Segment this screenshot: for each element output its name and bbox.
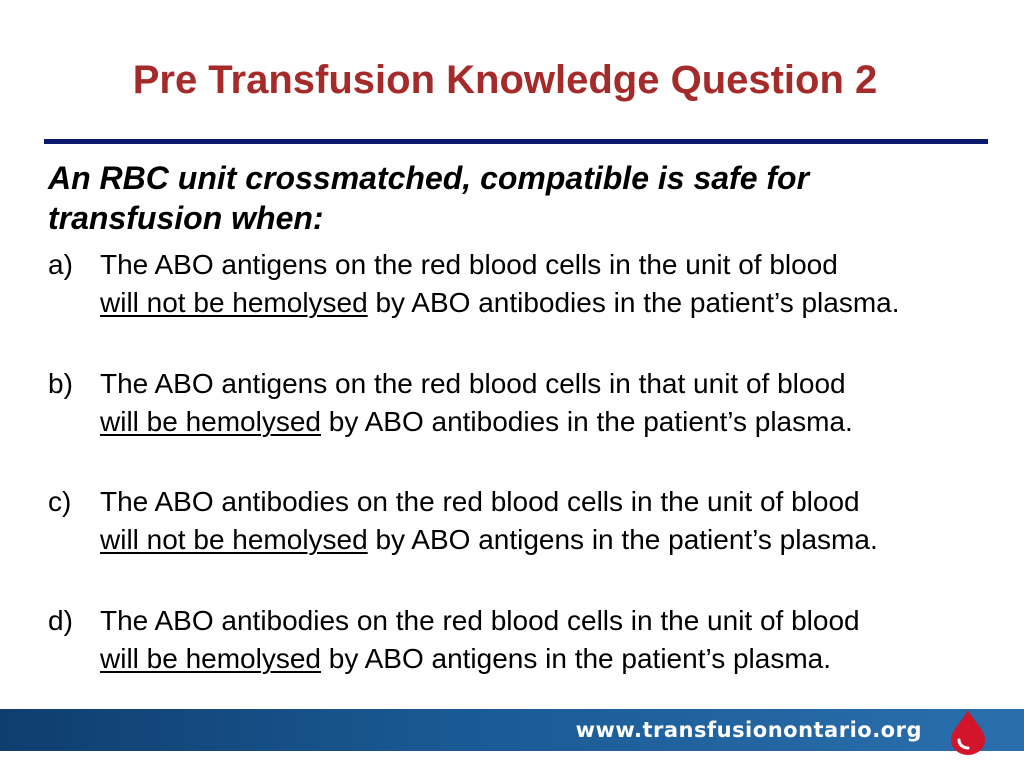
option-a [48,246,998,322]
option-line: The ABO antibodies on the red blood cells in the unit of blood [100,605,860,636]
option-underlined: will be hemolysed [100,406,321,437]
option-line: The ABO antigens on the red blood cells in that unit of blood [100,368,846,399]
option-rest: by ABO antigens in the patient’s plasma. [367,524,878,555]
option-underlined: will not be hemolysed [100,524,368,555]
option-line: The ABO antigens on the red blood cells in the unit of blood [100,249,838,280]
option-d [48,602,998,678]
slide-title: Pre Transfusion Knowledge Question 2 [132,58,878,102]
option-c [48,483,998,559]
option-letter: a) [48,249,73,280]
option-letter: c) [48,486,72,517]
option-rest: by ABO antibodies in the patient’s plasma. [367,287,900,318]
blood-drop-icon [948,708,988,756]
footer-url: www.transfusionontario.org [575,718,922,742]
option-letter: b) [48,368,73,399]
option-rest: by ABO antigens in the patient’s plasma. [321,643,832,674]
option-underlined: will be hemolysed [100,643,321,674]
option-b [48,365,998,441]
option-letter: d) [48,605,73,636]
option-underlined: will not be hemolysed [100,287,368,318]
footer-bar [0,709,1024,751]
question-text: An RBC unit crossmatched, compatible is safe for transfusion when: [48,160,810,236]
option-line: The ABO antibodies on the red blood cells in the unit of blood [100,486,860,517]
title-divider [44,139,988,144]
option-rest: by ABO antibodies in the patient’s plasma. [321,406,853,437]
